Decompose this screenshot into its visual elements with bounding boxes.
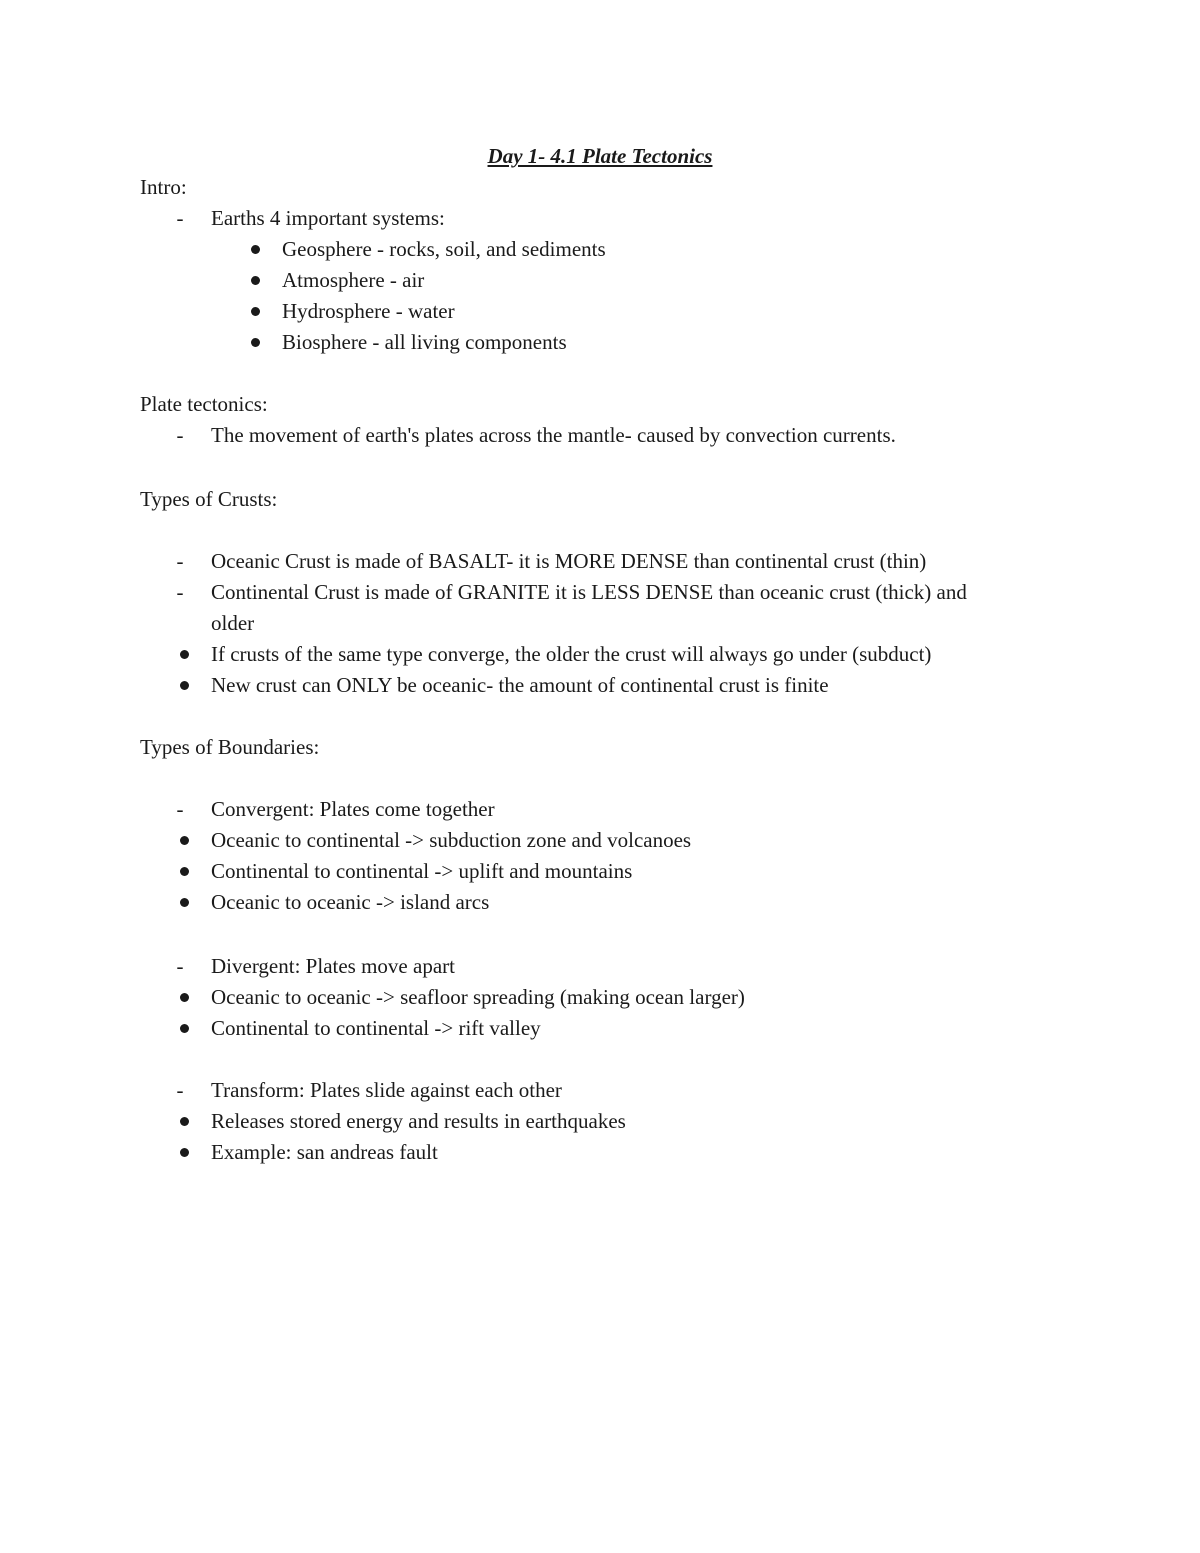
dash-marker [170, 420, 190, 451]
list-item-text: Transform: Plates slide against each other [211, 1078, 562, 1102]
dash-marker [170, 546, 190, 577]
bullet-icon [180, 898, 189, 907]
list-item-text: Hydrosphere - water [282, 299, 455, 323]
crusts-heading: Types of Crusts: [140, 487, 278, 511]
list-item-text: Convergent: Plates come together [211, 797, 495, 821]
dash-marker [170, 203, 190, 234]
bullet-icon [180, 867, 189, 876]
bullet-icon [251, 276, 260, 285]
bullet-icon [180, 836, 189, 845]
bullet-icon [180, 1117, 189, 1126]
list-item-text: Releases stored energy and results in earthquakes [211, 1109, 626, 1133]
dash-marker [170, 1075, 190, 1106]
bullet-icon [251, 307, 260, 316]
list-item-text: Geosphere - rocks, soil, and sediments [282, 237, 606, 261]
list-item-text: Oceanic to oceanic -> seafloor spreading (making ocean larger) [211, 985, 745, 1009]
list-item-text: Divergent: Plates move apart [211, 954, 455, 978]
list-item-text: Atmosphere - air [282, 268, 425, 292]
list-item-text: Continental to continental -> uplift and mountains [211, 859, 633, 883]
bullet-icon [180, 650, 189, 659]
list-item-continuation: older [211, 611, 255, 635]
boundaries-heading: Types of Boundaries: [140, 735, 320, 759]
list-item-text: Example: san andreas fault [211, 1140, 438, 1164]
bullet-icon [251, 338, 260, 347]
dash-marker [170, 794, 190, 825]
list-item-text: Oceanic Crust is made of BASALT- it is MORE DENSE than continental crust (thin) [211, 549, 927, 573]
plate-tectonics-heading: Plate tectonics: [140, 392, 268, 416]
list-item-text: Continental to continental -> rift valley [211, 1016, 541, 1040]
intro-heading: Intro: [140, 175, 187, 199]
bullet-icon [251, 245, 260, 254]
list-item-text: New crust can ONLY be oceanic- the amount of continental crust is finite [211, 673, 829, 697]
bullet-icon [180, 1148, 189, 1157]
bullet-icon [180, 993, 189, 1002]
list-item-text: If crusts of the same type converge, the older the crust will always go under (subduct) [211, 642, 932, 666]
list-item-text: Earths 4 important systems: [211, 206, 445, 230]
list-item-text: Biosphere - all living components [282, 330, 567, 354]
bullet-icon [180, 681, 189, 690]
list-item-text: Oceanic to continental -> subduction zone and volcanoes [211, 828, 692, 852]
list-item-text: Oceanic to oceanic -> island arcs [211, 890, 490, 914]
list-item-text: Continental Crust is made of GRANITE it is LESS DENSE than oceanic crust (thick) and [211, 580, 967, 604]
bullet-icon [180, 1024, 189, 1033]
dash-marker [170, 951, 190, 982]
dash-marker [170, 577, 190, 608]
page-title: Day 1- 4.1 Plate Tectonics [487, 144, 713, 168]
list-item-text: The movement of earth's plates across the mantle- caused by convection currents. [211, 423, 896, 447]
